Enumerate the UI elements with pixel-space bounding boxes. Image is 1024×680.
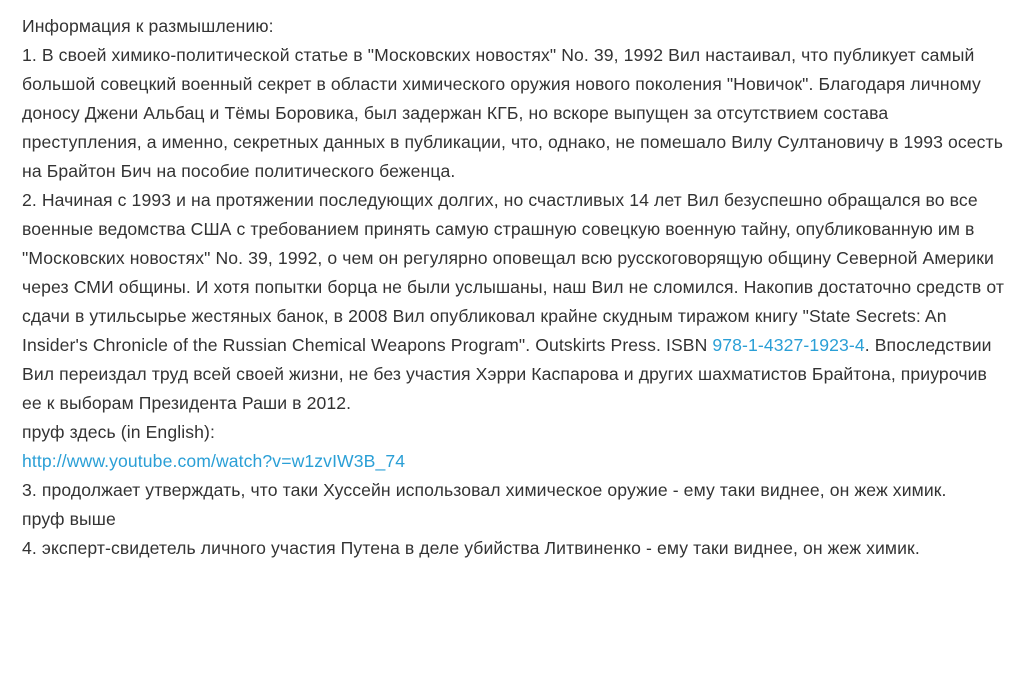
youtube-link[interactable]: http://www.youtube.com/watch?v=w1zvIW3B_74: [22, 451, 406, 471]
item-2-text: 2. Начиная с 1993 и на протяжении последующих долгих, но счастливых 14 лет Вил безуспешно обращался во все военные ведомства США с требованием принять самую страшную совецкую военную тайну, опубликованную им в "Московских новостях" No. 39, 1992, о чем он регулярно оповещал всю русскоговорящую общину Северной Америки через СМИ общины. И хотя попытки борца не были услышаны, наш Вил не сломился. Накопив достаточно средств от сдачи в утильсырье жестяных банок, в 2008 Вил опубликовал крайне скудным тиражом книгу "State Secrets: An Insider's Chronicle of the Russian Chemical Weapons Program". Outskirts Press. ISBN: [22, 190, 1004, 355]
paragraph-item-2: [22, 186, 1008, 418]
proof-label-2: пруф выше: [22, 509, 116, 529]
paragraph-item-3: 3. продолжает утверждать, что таки Хуссейн использовал химическое оружие - ему таки виднее, он жеж химик.: [22, 480, 947, 500]
paragraph-item-1: 1. В своей химико-политической статье в "Московских новостях" No. 39, 1992 Вил настаивал, что публикует самый большой совецкий военный секрет в области химического оружия нового поколения "Новичок". Благодаря личному доносу Джени Альбац и Тёмы Боровика, был задержан КГБ, но вскоре выпущен за отсутствием состава преступления, а именно, секретных данных в публикации, что, однако, не помешало Вилу Султановичу в 1993 осесть на Брайтон Бич на пособие политического беженца.: [22, 45, 1003, 181]
proof-label-1: пруф здесь (in English):: [22, 422, 215, 442]
isbn-link[interactable]: 978-1-4327-1923-4: [712, 335, 865, 355]
paragraph-item-4: 4. эксперт-свидетель личного участия Путена в деле убийства Литвиненко - ему таки виднее, он жеж химик.: [22, 538, 920, 558]
item-2-text-continued: . Впоследствии Вил переиздал труд всей своей жизни, не без участия Хэрри Каспарова и других шахматистов Брайтона, приурочив ее к выборам Президента Раши в 2012.: [22, 335, 992, 413]
section-heading: Информация к размышлению:: [22, 16, 274, 36]
